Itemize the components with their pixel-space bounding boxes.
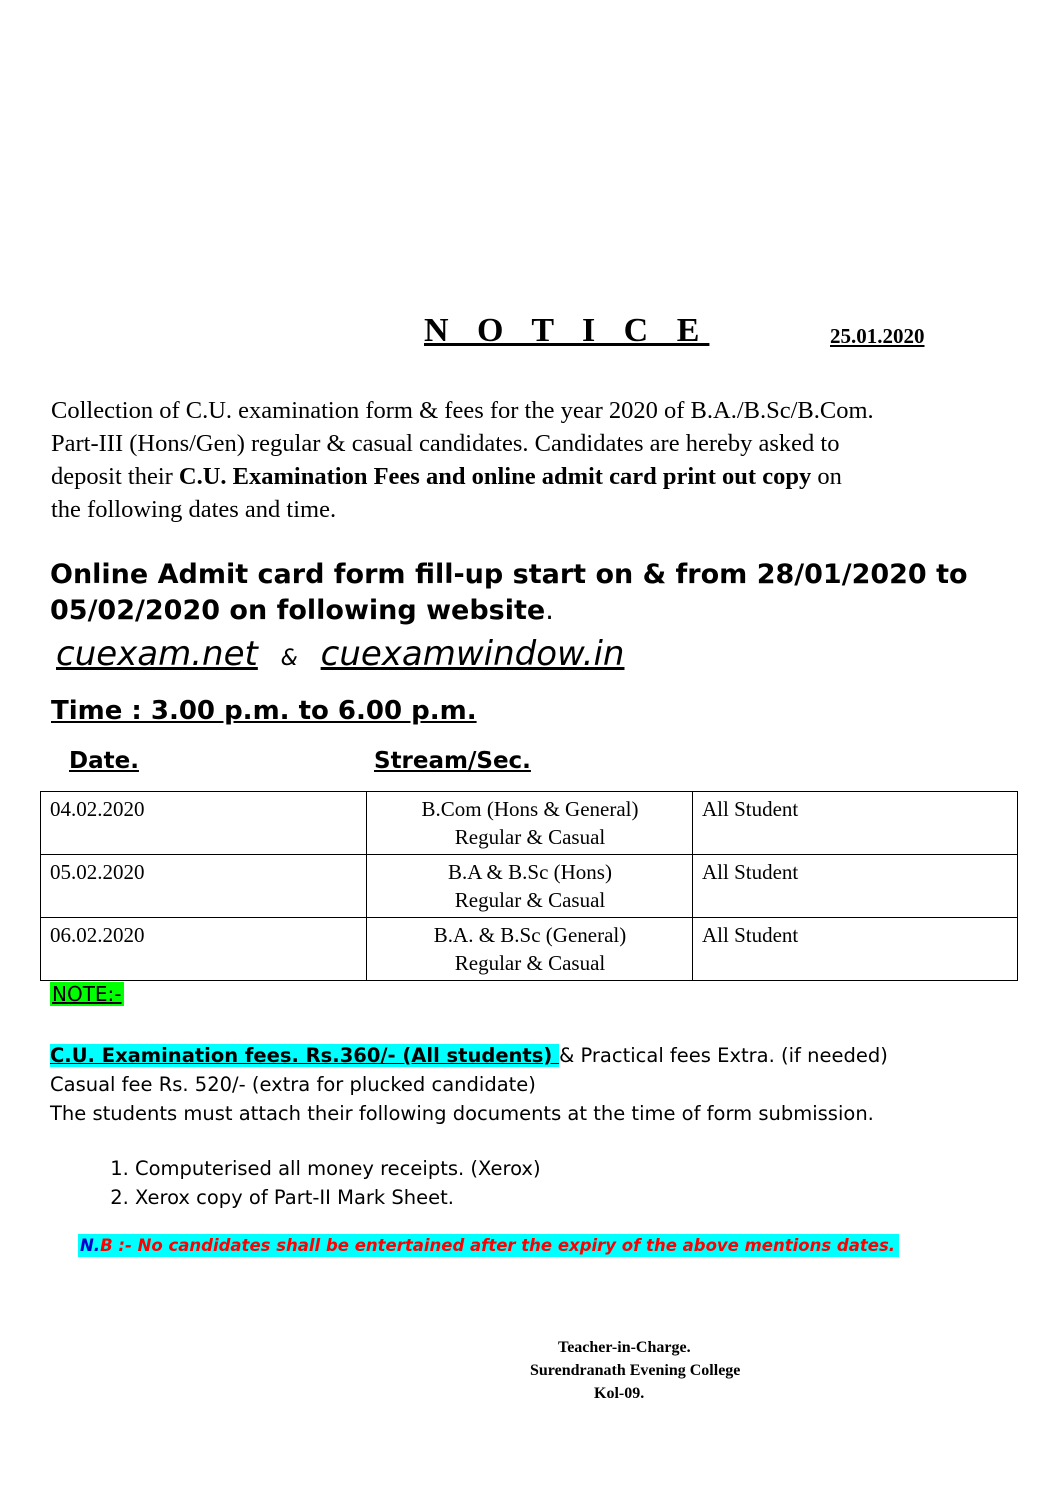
time-heading: Time : 3.00 p.m. to 6.00 p.m.	[51, 696, 477, 726]
table-row	[41, 918, 1018, 981]
table-row	[41, 855, 1018, 918]
intro-text: on	[811, 463, 842, 490]
stream-cell	[367, 918, 693, 981]
schedule-table	[40, 791, 1018, 981]
attach-line: The students must attach their following documents at the time of form submission.	[50, 1102, 874, 1125]
date-cell: 05.02.2020	[41, 855, 367, 918]
casual-fee-line: Casual fee Rs. 520/- (extra for plucked candidate)	[50, 1073, 536, 1096]
stream-name: B.Com (Hons & General)	[421, 797, 639, 821]
intro-text: deposit their	[51, 463, 179, 490]
online-line: Online Admit card form fill-up start on & from 28/01/2020 to	[50, 559, 968, 590]
practical-fee-text: & Practical fees Extra. (if needed)	[559, 1044, 888, 1067]
date-cell: 06.02.2020	[41, 918, 367, 981]
nb-warning	[78, 1234, 899, 1257]
intro-line: the following dates and time.	[51, 496, 337, 523]
notice-title: N O T I C E	[424, 312, 710, 349]
stream-name: B.A. & B.Sc (General)	[433, 923, 627, 947]
signature-block	[520, 1336, 740, 1405]
list-item: 1. Computerised all money receipts. (Xerox)	[135, 1154, 541, 1183]
stream-cell	[367, 792, 693, 855]
stream-type: Regular & Casual	[454, 951, 606, 975]
student-cell: All Student	[693, 792, 1018, 855]
stream-cell	[367, 855, 693, 918]
fees-info	[50, 1041, 888, 1128]
signature-location: Kol-09.	[594, 1385, 645, 1402]
nb-prefix: N.	[80, 1236, 101, 1255]
website-separator: &	[280, 646, 298, 671]
nb-text: B :- No candidates shall be entertained after the expiry of the above mentions dates.	[100, 1236, 896, 1255]
online-text: 05/02/2020 on following website	[50, 595, 546, 626]
document-list	[85, 1154, 541, 1212]
list-item: 2. Xerox copy of Part-II Mark Sheet.	[135, 1183, 541, 1212]
intro-paragraph	[51, 394, 1021, 526]
student-cell: All Student	[693, 918, 1018, 981]
intro-line	[51, 460, 1021, 493]
note-label: NOTE:-	[52, 982, 122, 1006]
signature-college: Surendranath Evening College	[530, 1362, 741, 1379]
website-link-cuexamwindow[interactable]: cuexamwindow.in	[320, 634, 625, 674]
stream-name: B.A & B.Sc (Hons)	[448, 860, 612, 884]
signature-title: Teacher-in-Charge.	[558, 1339, 691, 1356]
date-column-heading: Date.	[69, 748, 139, 774]
online-period: .	[545, 595, 554, 626]
fees-line	[50, 1041, 888, 1070]
website-link-cuexam[interactable]: cuexam.net	[56, 634, 258, 674]
stream-column-heading: Stream/Sec.	[374, 748, 531, 774]
website-list	[56, 634, 624, 674]
student-cell: All Student	[693, 855, 1018, 918]
table-row	[41, 792, 1018, 855]
notice-date: 25.01.2020	[830, 324, 925, 348]
date-cell: 04.02.2020	[41, 792, 367, 855]
intro-line: Part-III (Hons/Gen) regular & casual candidates. Candidates are hereby asked to	[51, 430, 840, 457]
stream-type: Regular & Casual	[454, 825, 606, 849]
stream-type: Regular & Casual	[454, 888, 606, 912]
exam-fee-highlight: C.U. Examination fees. Rs.360/- (All students)	[50, 1044, 560, 1067]
intro-bold-text: C.U. Examination Fees and online admit card print out copy	[178, 463, 812, 490]
online-line	[50, 593, 968, 629]
intro-line: Collection of C.U. examination form & fees for the year 2020 of B.A./B.Sc/B.Com.	[51, 397, 874, 424]
online-admit-info	[50, 557, 968, 629]
